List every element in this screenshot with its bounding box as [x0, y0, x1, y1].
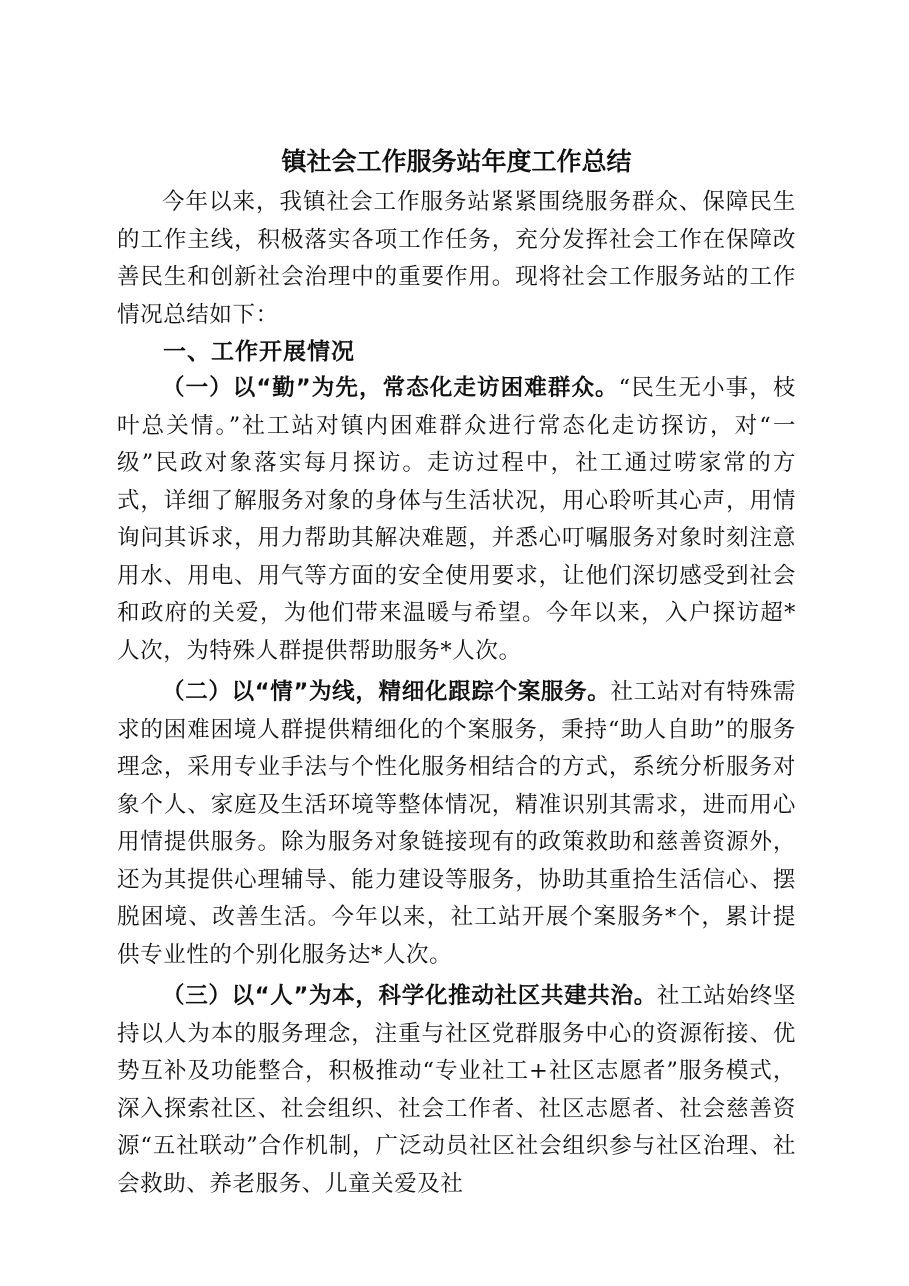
item-3-paragraph: [117, 978, 796, 1203]
item-3-body: 社工站始终坚持以人为本的服务理念，注重与社区党群服务中心的资源衔接、优势互补及功能整合，积极推动“专业社工+社区志愿者”服务模式，深入探索社区、社会组织、社会工作者、社区志愿者、社会慈善资源“五社联动”合作机制，广泛动员社区社会组织参与社区治理、社会救助、养老服务、儿童关爱及社: [117, 983, 796, 1197]
item-1-paragraph: [117, 370, 796, 670]
item-3-lead: （三）以“人”为本，科学化推动社区共建共治。: [162, 983, 657, 1009]
document-title: 镇社会工作服务站年度工作总结: [281, 147, 632, 176]
item-2-lead: （二）以“情”为线，精细化跟踪个案服务。: [162, 679, 611, 705]
item-2-paragraph: [117, 674, 796, 974]
intro-paragraph: 今年以来，我镇社会工作服务站紧紧围绕服务群众、保障民生的工作主线，积极落实各项工作任务，充分发挥社会工作在保障改善民生和创新社会治理中的重要作用。现将社会工作服务站的工作情况总结如下：: [117, 189, 796, 328]
item-2-body: 社工站对有特殊需求的困难困境人群提供精细化的个案服务，秉持“助人自助”的服务理念，采用专业手法与个性化服务相结合的方式，系统分析服务对象个人、家庭及生活环境等整体情况，精准识别其需求，进而用心用情提供服务。除为服务对象链接现有的政策救助和慈善资源外，还为其提供心理辅导、能力建设等服务，协助其重拾生活信心、摆脱困境、改善生活。今年以来，社工站开展个案服务*个，累计提供专业性的个别化服务达*人次。: [117, 679, 796, 968]
item-1-lead: （一）以“勤”为先，常态化走访困难群众。: [162, 375, 619, 401]
item-1-body: “民生无小事，枝叶总关情。”社工站对镇内困难群众进行常态化走访探访，对“一级”民政对象落实每月探访。走访过程中，社工通过唠家常的方式，详细了解服务对象的身体与生活状况，用心聆听其心声，用情询问其诉求，用力帮助其解决难题，并悉心叮嘱服务对象时刻注意用水、用电、用气等方面的安全使用要求，让他们深切感受到社会和政府的关爱，为他们带来温暖与希望。今年以来，入户探访超*人次，为特殊人群提供帮助服务*人次。: [117, 375, 797, 664]
section-heading-work-status: 一、工作开展情况: [163, 339, 355, 365]
